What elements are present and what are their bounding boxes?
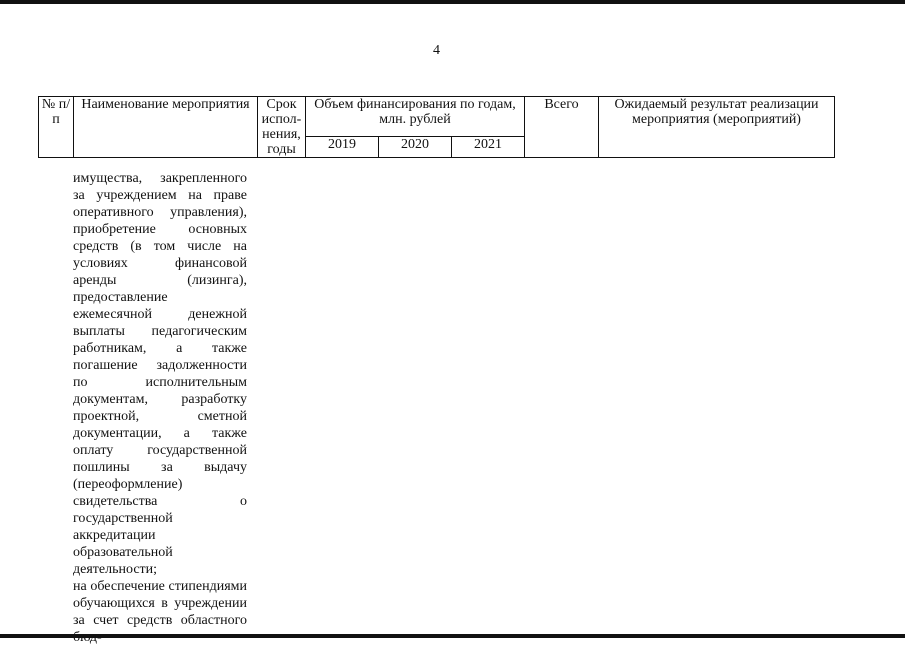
header-number: № п/п (39, 97, 74, 158)
header-year-2021: 2021 (452, 137, 525, 158)
description-paragraph-1: имущества, закрепленного за учреждением на праве оперативного управления), приобретение основных средств (в том числе на условиях финансовой аренды (лизинга), предоставление ежемесячной денежной выплаты педагогическим работникам, а также погашение задолженности по исполнительным документам, разработку проектной, сметной документации, а также оплату государственной пошлины за выдачу (переоформление) свидетельства о государственной аккредитации образовательной деятельности; (73, 171, 247, 577)
header-total: Всего (525, 97, 599, 158)
header-financing: Объем финансирования по годам, млн. рублей (306, 97, 525, 137)
table-header-row-1 (39, 97, 835, 137)
header-year-2020: 2020 (379, 137, 452, 158)
top-border-rule (0, 0, 905, 4)
header-activity-name: Наименование мероприятия (74, 97, 258, 158)
header-execution-term (258, 97, 306, 158)
activity-description-continuation (73, 170, 247, 646)
activities-table (38, 96, 835, 158)
header-year-2019: 2019 (306, 137, 379, 158)
page-number: 4 (433, 43, 440, 58)
header-term-bottom: нения, годы (262, 127, 301, 157)
description-paragraph-2: на обеспечение стипендиями обучающихся в учреждении за счет средств областного (73, 579, 247, 628)
header-expected-result: Ожидаемый результат реализации мероприятия (мероприятий) (599, 97, 835, 158)
header-term-top: Срок испол- (261, 97, 302, 127)
bottom-border-rule (0, 634, 905, 638)
